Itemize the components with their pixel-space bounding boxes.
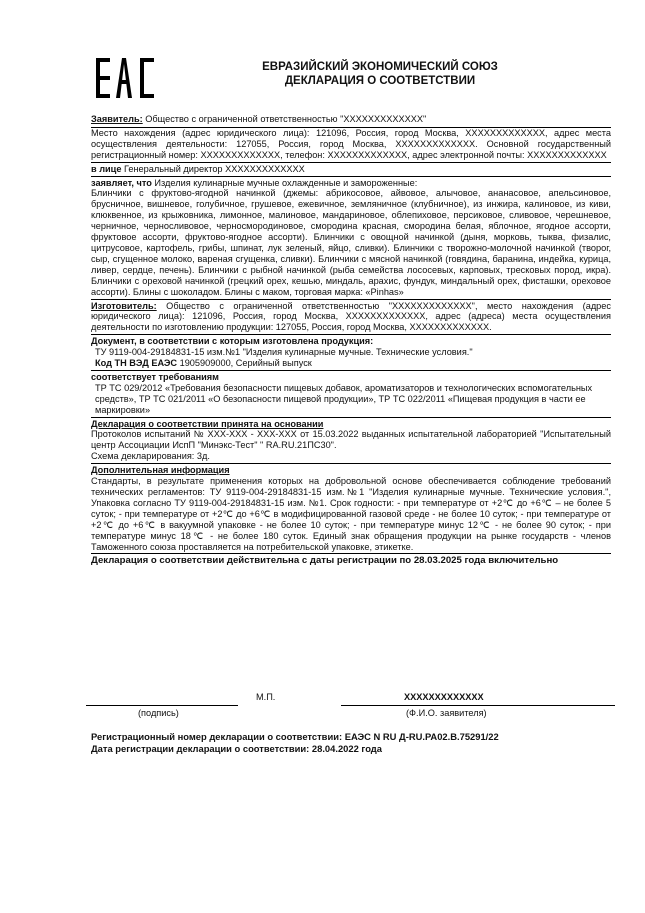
validity-text: Декларация о соответствии действительна с даты регистрации по 28.03.2025 года включительно xyxy=(91,555,559,567)
person-label: в лице xyxy=(91,163,122,174)
additional-text: Стандарты, в результате применения которых на добровольной основе обеспечивается соблюдение требований технических регламентов: ТУ 9119-004-29184831-15 изм.№1 "Изделия кулинарные мучные. Технические условия.", Упаковка согласно ТУ 9119-004-29184831-15 изм. №1. Срок годности: - при температуре от +2℃ до +6℃ – не более 5 суток; - при температуре от +2℃ до +6℃ в модифицированной газовой среде - не более 10 суток; - при температуре от +2℃ до +6℃ в вакуумной упаковке - не более 10 суток; - при температуре минус 12℃ - не более 90 суток; - при температуре минус 18℃ - не более 180 суток. Единый знак обращения продукции на рынке государств - членов Таможенного союза проставляется на потребительской упаковке, этикетке. xyxy=(91,476,611,552)
signature-block xyxy=(86,692,616,722)
document-section xyxy=(91,336,611,371)
declares-label: заявляет, что xyxy=(91,177,152,188)
document-header xyxy=(250,60,510,88)
requirements-text: ТР ТС 029/2012 «Требования безопасности пищевых добавок, ароматизаторов и технологических вспомогательных средств», ТР ТС 021/2011 «О безопасности пищевой продукции», ТР ТС 022/2011 «Пищевая продукция в части ее маркировки» xyxy=(95,382,593,415)
declaration-body xyxy=(91,114,611,569)
manufacturer-section xyxy=(91,301,611,336)
applicant-address: Место нахождения (адрес юридического лица): 121096, Россия, город Москва, XXXXXXXXXXXXX, адрес места осуществления деятельности: 127055, Россия, город Москва, XXXXXXXXXXXXX. Основной государственный регистрационный номер: XXXXXXXXXXXXX, телефон: XXXXXXXXXXXXX, адрес электронной почты: XXXXXXXXXXXXX xyxy=(91,127,611,163)
eac-logo xyxy=(96,58,156,98)
declares-intro: Изделия кулинарные мучные охлажденные и замороженные: xyxy=(151,177,418,188)
union-title: ЕВРАЗИЙСКИЙ ЭКОНОМИЧЕСКИЙ СОЮЗ xyxy=(262,61,498,73)
product-description: Блинчики с фруктово-ягодной начинкой (джемы: абрикосовое, айвовое, алычовое, ананасовое, апельсиновое, брусничное, вишневое, голубичное, грушевое, ежевичное, земляничное (клубничное), из инжира, калиновое, из киви, клюквенное, из крыжовника, лимонное, малиновое, мандариновое, облепиховое, персиковое, сливовое, черешневое, черничное, черносливовое, черносмородиновое, смородина красная, смородина белая, яблочное, ягодное ассорти, фруктовое ассорти, фруктово-ягодное ассорти). Блинчики с овощной начинкой (дыня, морковь, тыква, физалис, цитрусовое, картофель, грибы, шпинат, лук зеленый, яйцо, сливки). Блинчики с творожно-молочной начинкой (творог, сыр, сгущенное молоко, вареная сгущенка, сливки). Блинчики с мясной начинкой (говядина, баранина, индейка, курица, ливер, сердце, печень). Блинчики с рыбной начинкой (рыба семейства лососевых, карповых, тресковых пород, икра). Блинчики с ореховой начинкой (грецкий орех, кешью, миндаль, арахис, фундук, миндальный орех, фисташки, ореховое ассорти). Блины с шоколадом. Блины с маком, торговая марка: «Pinhas» xyxy=(91,188,611,297)
code-text: 1905909000, Серийный выпуск xyxy=(177,358,312,369)
basis-section xyxy=(91,419,611,465)
requirements-label: соответствует требованиям xyxy=(91,371,219,382)
basis-text: Протоколов испытаний № XXX-XXX - XXX-XXX от 15.03.2022 выданных испытательной лабораторией "Испытательный центр Ассоциации ИспП "Минэкс-Тест" " RA.RU.21ПС30". xyxy=(91,429,611,451)
registration-footer xyxy=(91,731,611,755)
requirements-section xyxy=(91,372,611,418)
applicant-label: Заявитель: xyxy=(91,114,143,124)
document-label: Документ, в соответствии с которым изготовлена продукция: xyxy=(91,336,374,347)
signature-caption: (подпись) xyxy=(138,708,179,718)
person-name: Генеральный директор XXXXXXXXXXXXX xyxy=(121,163,305,174)
applicant-name: Общество с ограниченной ответственностью "XXXXXXXXXXXXX" xyxy=(142,114,427,124)
name-line xyxy=(341,705,615,706)
registration-number: Регистрационный номер декларации о соответствии: ЕАЭС N RU Д-RU.РА02.В.75291/22 xyxy=(91,731,499,742)
scheme-text: Схема декларирования: 3д. xyxy=(91,451,210,462)
applicant-section xyxy=(91,114,611,126)
additional-section xyxy=(91,465,611,554)
registration-date: Дата регистрации декларации о соответствии: 28.04.2022 года xyxy=(91,743,382,754)
stamp-label: М.П. xyxy=(256,692,276,702)
declares-section xyxy=(91,178,611,300)
name-caption: (Ф.И.О. заявителя) xyxy=(406,708,487,718)
manufacturer-label: Изготовитель: xyxy=(91,300,157,311)
code-label: Код ТН ВЭД ЕАЭС xyxy=(95,358,178,369)
declaration-title: ДЕКЛАРАЦИЯ О СООТВЕТСТВИИ xyxy=(284,75,476,87)
signature-line xyxy=(86,705,238,706)
additional-label: Дополнительная информация xyxy=(91,465,230,476)
signatory-name: XXXXXXXXXXXXX xyxy=(404,692,484,702)
document-text: ТУ 9119-004-29184831-15 изм.№1 "Изделия кулинарные мучные. Технические условия." xyxy=(95,347,473,358)
manufacturer-text: Общество с ограниченной ответственностью "XXXXXXXXXXXXX", место нахождения (адрес юридического лица): 121096, Россия, город Москва, XXXXXXXXXXXXX, адрес (адреса) места осуществления деятельности по изготовлению продукции: 127055, Россия, город Москва, XXXXXXXXXXXXX. xyxy=(91,300,611,333)
person-section xyxy=(91,164,611,177)
basis-label: Декларация о соответствии принята на основании xyxy=(91,418,324,429)
